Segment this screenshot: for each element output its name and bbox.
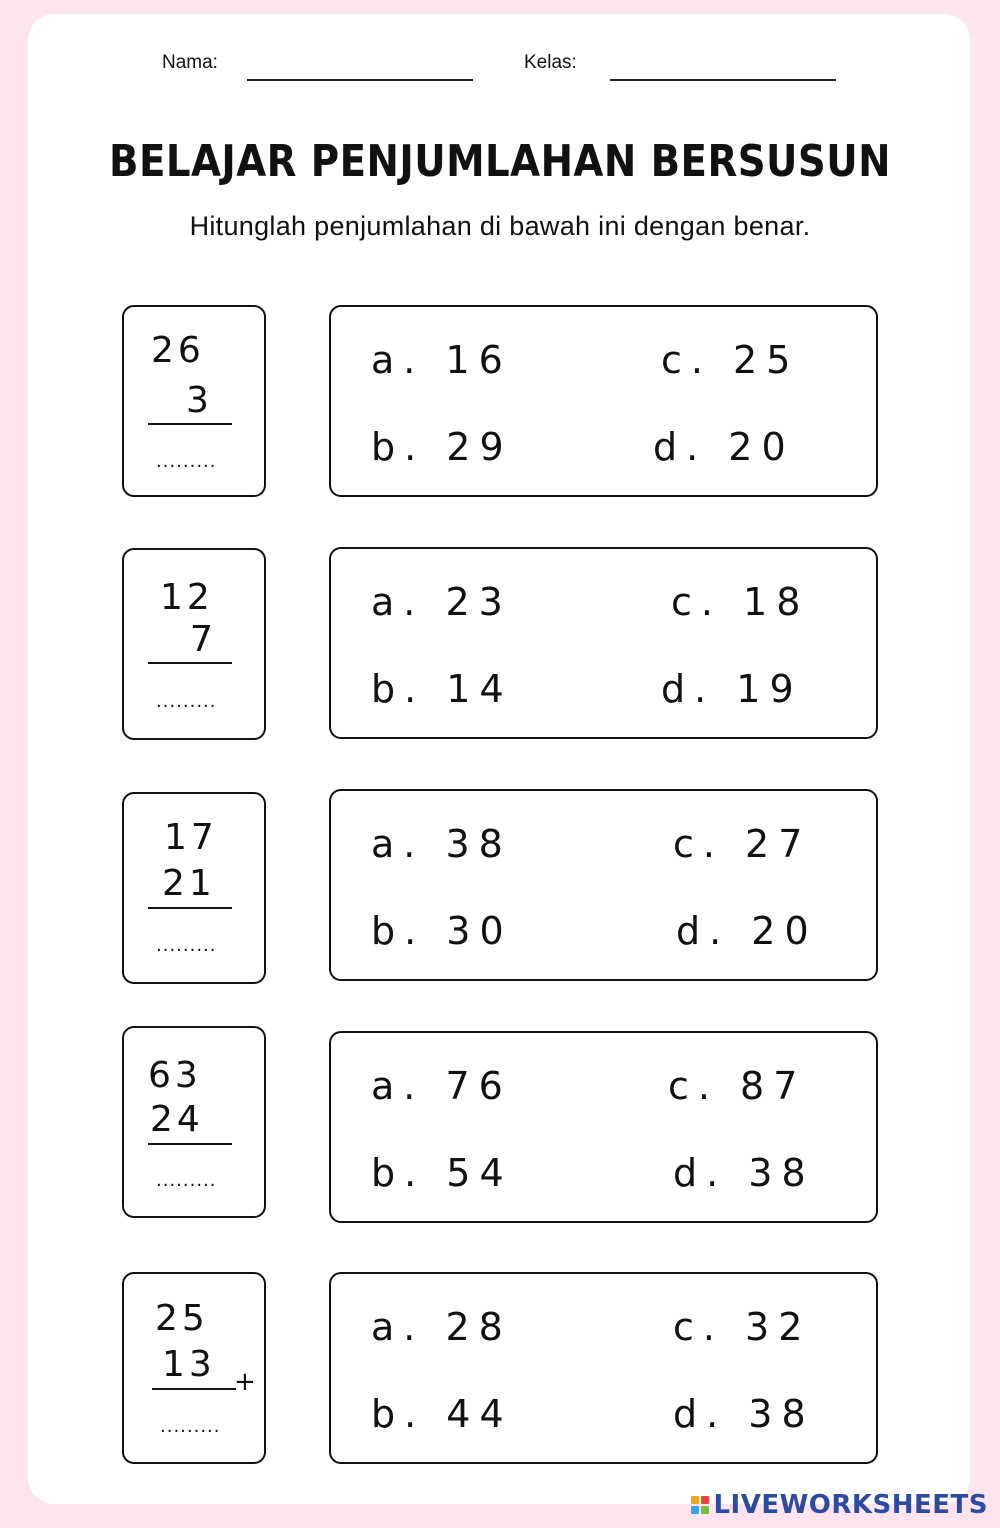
instruction-text: Hitunglah penjumlahan di bawah ini dengan benar. xyxy=(189,211,811,241)
option-b[interactable]: b. 30 xyxy=(371,909,513,953)
answer-field[interactable]: ......... xyxy=(156,1170,217,1191)
top-number: 63 xyxy=(148,1055,202,1096)
bottom-number: 21 xyxy=(162,863,216,904)
top-number: 12 xyxy=(160,577,214,618)
top-number: 26 xyxy=(151,330,205,371)
bottom-number: 3 xyxy=(186,380,213,421)
page-title: BELAJAR PENJUMLAHAN BERSUSUN xyxy=(109,136,891,187)
option-a[interactable]: a. 28 xyxy=(371,1305,512,1349)
sum-line xyxy=(148,907,232,909)
question-box-5 xyxy=(122,1272,266,1464)
options-box-2 xyxy=(329,547,878,739)
sum-line xyxy=(148,1143,232,1145)
option-a[interactable]: a. 76 xyxy=(371,1064,512,1108)
liveworksheets-logo xyxy=(691,1490,988,1520)
option-d[interactable]: d. 38 xyxy=(673,1151,815,1195)
bottom-number: 7 xyxy=(190,619,217,660)
question-box-3 xyxy=(122,792,266,984)
question-box-4 xyxy=(122,1026,266,1218)
option-c[interactable]: c. 27 xyxy=(673,822,812,866)
option-b[interactable]: b. 44 xyxy=(371,1392,513,1436)
option-d[interactable]: d. 20 xyxy=(676,909,818,953)
option-d[interactable]: d. 38 xyxy=(673,1392,815,1436)
sum-line xyxy=(148,662,232,664)
options-box-4 xyxy=(329,1031,878,1223)
answer-field[interactable]: ......... xyxy=(156,691,217,712)
option-b[interactable]: b. 14 xyxy=(371,667,513,711)
class-field[interactable] xyxy=(610,79,836,81)
option-b[interactable]: b. 54 xyxy=(371,1151,513,1195)
name-label: Nama: xyxy=(162,52,218,73)
answer-field[interactable]: ......... xyxy=(156,451,217,472)
options-box-1 xyxy=(329,305,878,497)
top-number: 17 xyxy=(164,817,218,858)
option-c[interactable]: c. 25 xyxy=(661,338,800,382)
logo-text: LIVEWORKSHEETS xyxy=(713,1490,988,1520)
answer-field[interactable]: ......... xyxy=(160,1416,221,1437)
option-c[interactable]: c. 18 xyxy=(671,580,810,624)
bottom-number: 13 xyxy=(162,1344,216,1385)
options-box-5 xyxy=(329,1272,878,1464)
plus-sign: + xyxy=(234,1367,256,1397)
option-a[interactable]: a. 23 xyxy=(371,580,512,624)
student-info-row xyxy=(0,52,1000,82)
logo-icon xyxy=(691,1496,709,1514)
top-number: 25 xyxy=(155,1298,209,1339)
option-c[interactable]: c. 87 xyxy=(668,1064,807,1108)
sum-line xyxy=(152,1388,236,1390)
option-a[interactable]: a. 16 xyxy=(371,338,512,382)
class-label: Kelas: xyxy=(524,52,577,73)
option-b[interactable]: b. 29 xyxy=(371,425,513,469)
bottom-number: 24 xyxy=(150,1099,204,1140)
option-c[interactable]: c. 32 xyxy=(673,1305,812,1349)
sum-line xyxy=(148,423,232,425)
option-d[interactable]: d. 20 xyxy=(653,425,795,469)
name-field[interactable] xyxy=(247,79,473,81)
question-box-1 xyxy=(122,305,266,497)
option-d[interactable]: d. 19 xyxy=(661,667,803,711)
answer-field[interactable]: ......... xyxy=(156,935,217,956)
question-box-2 xyxy=(122,548,266,740)
option-a[interactable]: a. 38 xyxy=(371,822,512,866)
options-box-3 xyxy=(329,789,878,981)
